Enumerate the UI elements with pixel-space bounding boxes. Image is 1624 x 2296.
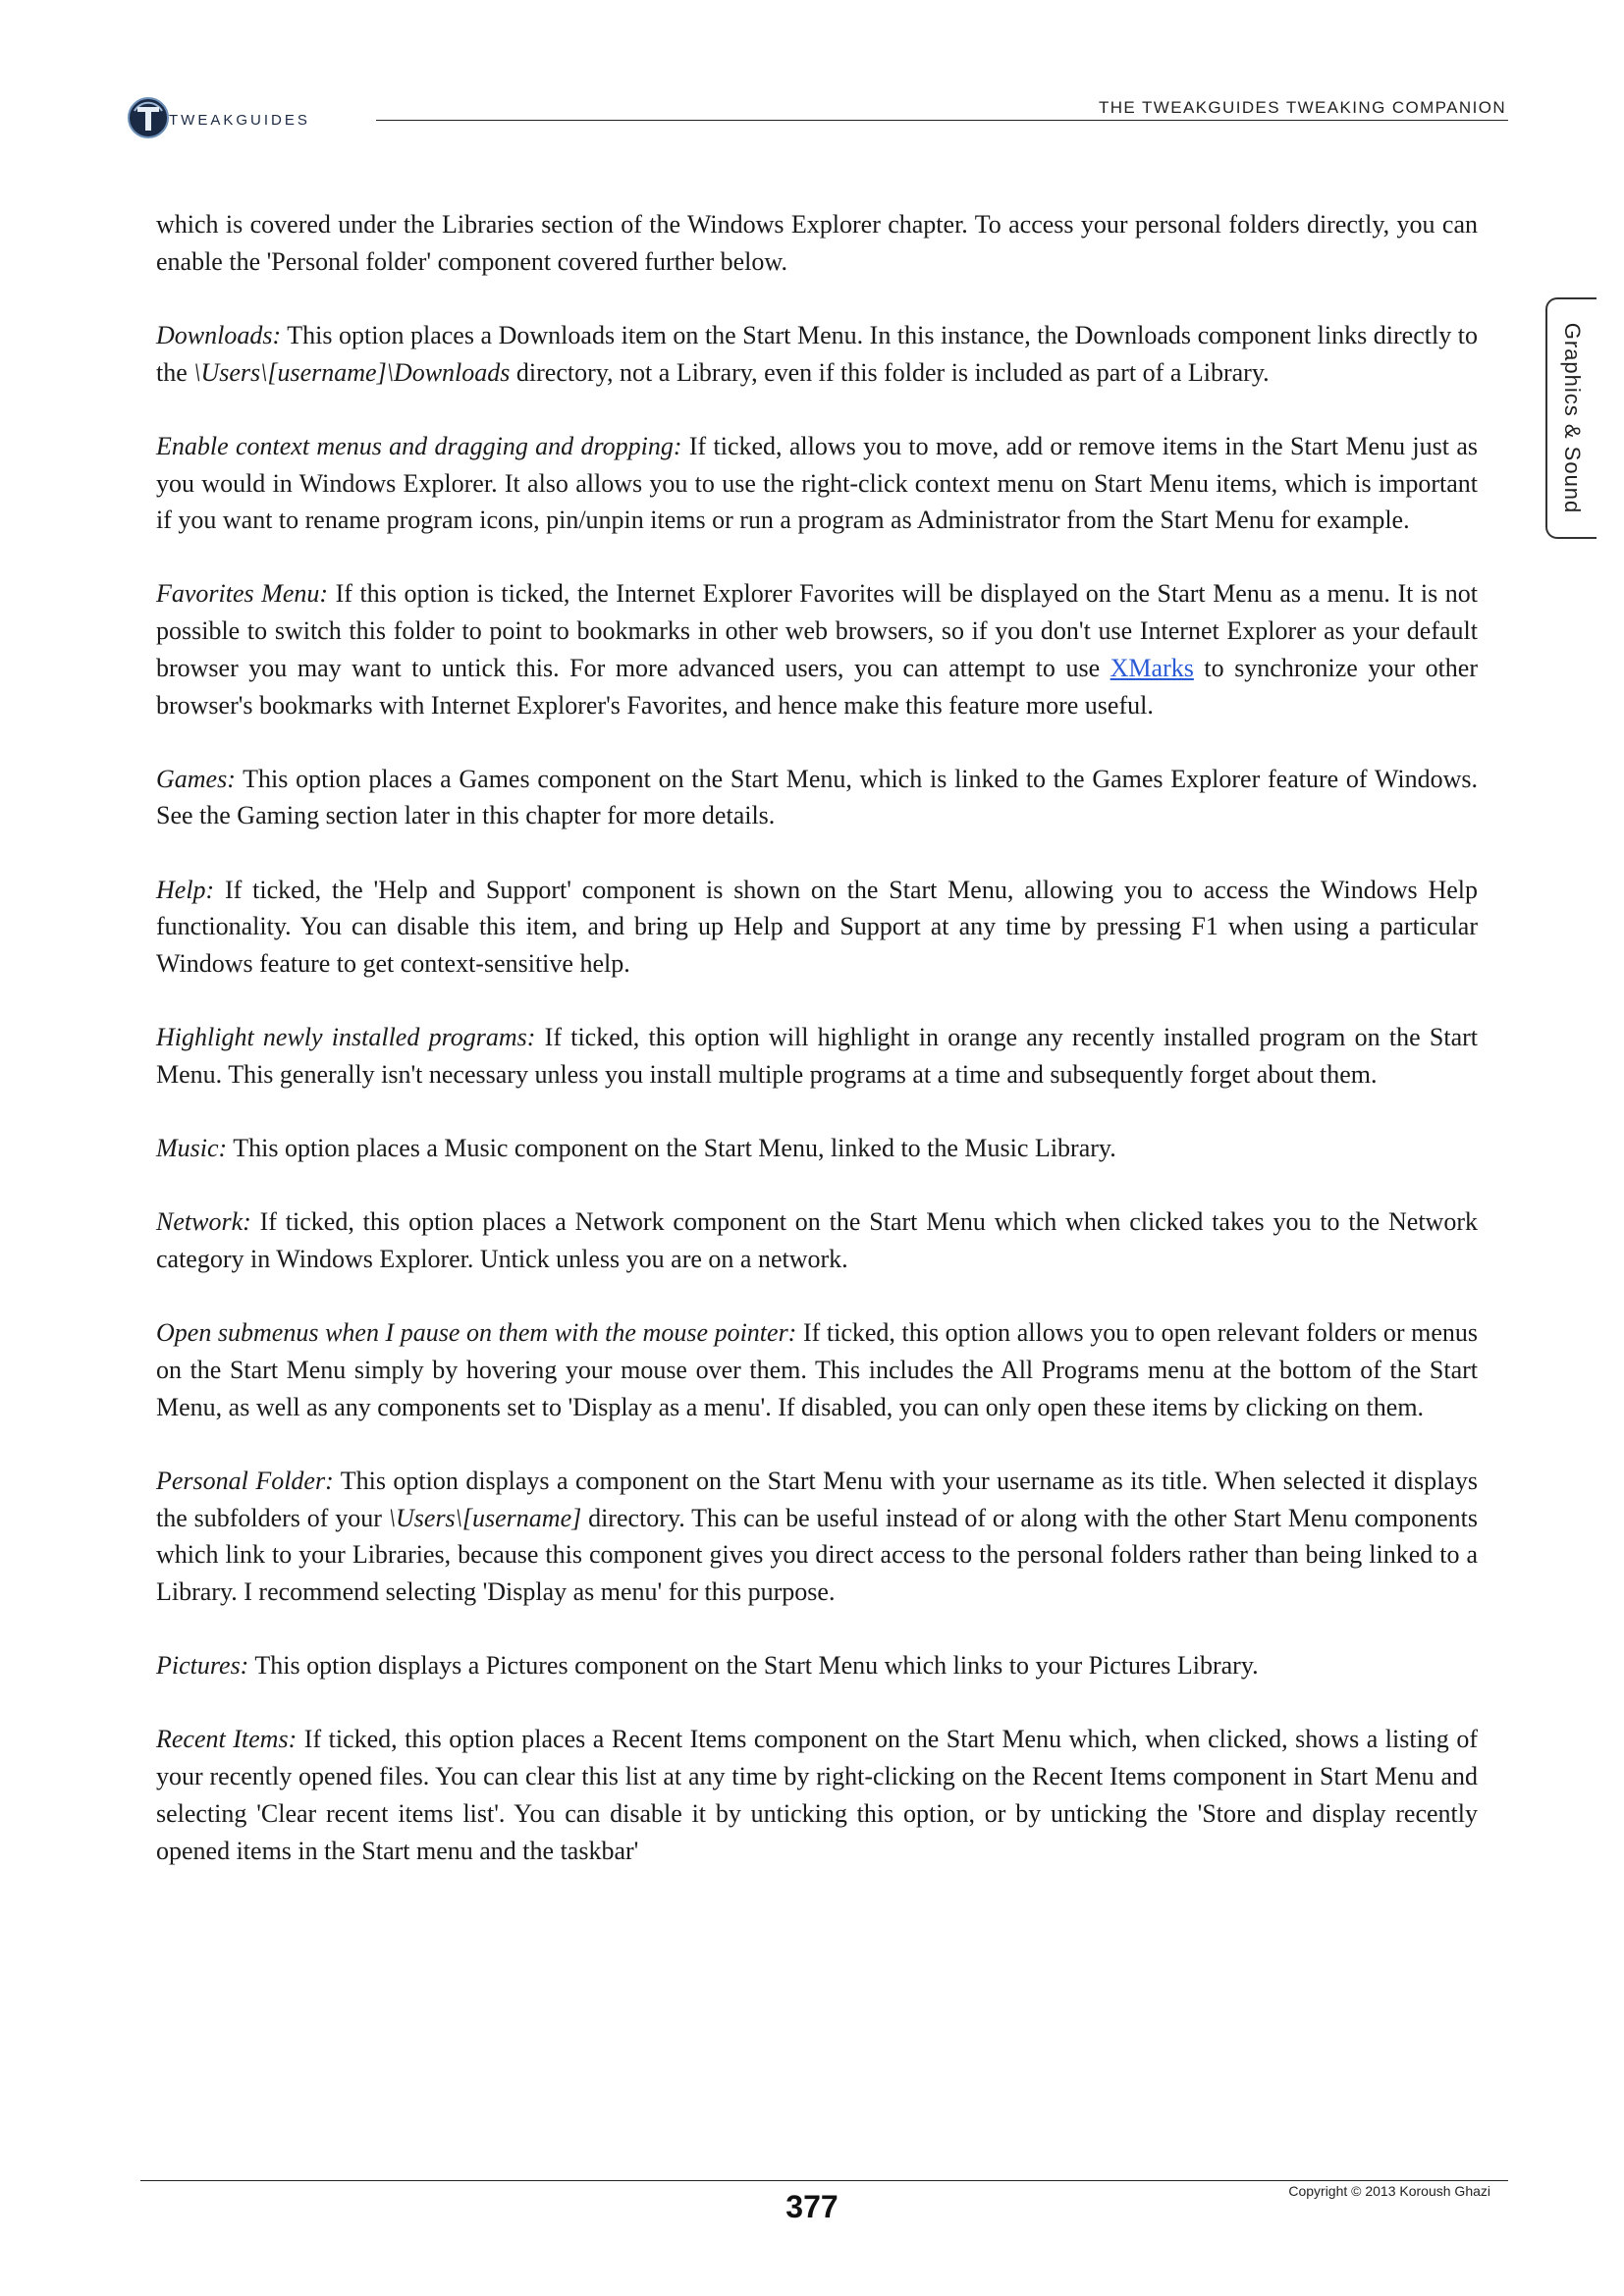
paragraph-text: If this option is ticked, the Internet Explorer Favorites will be displayed on the Start Menu as a menu. It is not possible to switch this folder to point to bookmarks in other web browsers, so if you don't use Internet Explorer as your default browser you may want to untick this. For more advanced users, you can attempt to use — [156, 579, 1478, 682]
paragraph-open-submenus — [156, 1314, 1478, 1425]
option-term: Personal Folder: — [156, 1466, 334, 1495]
paragraph-favorites-menu — [156, 575, 1478, 723]
option-term: Network: — [156, 1207, 251, 1237]
xmarks-link[interactable]: XMarks — [1110, 653, 1194, 682]
paragraph-text: If ticked, this option will highlight in orange any recently installed program on the Start Menu. This generally isn't necessary unless you install multiple programs at a time and subsequently forget about them. — [156, 1023, 1478, 1089]
paragraph-text: This option displays a Pictures component on the Start Menu which links to your Pictures Library. — [248, 1651, 1259, 1681]
option-term: Pictures: — [156, 1651, 249, 1681]
paragraph-context-menus — [156, 428, 1478, 539]
paragraph-text: directory, not a Library, even if this folder is included as part of a Library. — [510, 357, 1270, 387]
paragraph-text: directory. This can be useful instead of or along with the other Start Menu components which link to your Libraries, because this component gives you direct access to the personal folders rather than being linked to a Library. I recommend selecting 'Display as menu' for this purpose. — [156, 1503, 1478, 1606]
paragraph-libraries-continued — [156, 206, 1478, 280]
paragraph-text: If ticked, this option allows you to open relevant folders or menus on the Start Menu simply by hovering your mouse over them. This includes the All Programs menu at the bottom of the Start Menu, as well as any components set to 'Display as a menu'. If disabled, you can only open these items by clicking on them. — [156, 1318, 1479, 1421]
copyright-notice: Copyright © 2013 Koroush Ghazi — [1288, 2183, 1490, 2199]
footer-rule — [140, 2180, 1508, 2181]
paragraph-recent-items — [156, 1721, 1478, 1869]
paragraph-network — [156, 1203, 1478, 1277]
side-tab-label: Graphics & Sound — [1560, 322, 1585, 514]
option-term: Recent Items: — [156, 1725, 298, 1754]
page-header — [126, 93, 1508, 142]
header-title: THE TWEAKGUIDES TWEAKING COMPANION — [1098, 98, 1506, 117]
paragraph-text: to synchronize your other browser's bookmarks with Internet Explorer's Favorites, and hence make this feature more useful. — [156, 653, 1478, 720]
section-side-tab — [1545, 297, 1597, 539]
option-term: Highlight newly installed programs: — [156, 1023, 536, 1052]
paragraph-downloads — [156, 317, 1478, 391]
paragraph-music — [156, 1130, 1478, 1167]
paragraph-text: If ticked, this option places a Network component on the Start Menu which when clicked takes you to the Network category in Windows Explorer. Untick unless you are on a network. — [156, 1207, 1478, 1274]
option-term: Downloads: — [156, 320, 282, 349]
paragraph-text: This option places a Games component on the Start Menu, which is linked to the Games Explorer feature of Windows. See the Gaming section later in this chapter for more details. — [156, 764, 1478, 830]
paragraph-personal-folder — [156, 1463, 1478, 1611]
option-term: Games: — [156, 764, 236, 793]
directory-path: \Users\[username] — [388, 1503, 582, 1532]
tweakguides-logo — [126, 93, 381, 142]
option-term: Music: — [156, 1134, 228, 1163]
paragraph-text: which is covered under the Libraries section of the Windows Explorer chapter. To access your personal folders directly, you can enable the 'Personal folder' component covered further below. — [156, 210, 1478, 276]
option-term: Help: — [156, 875, 215, 904]
page-content — [156, 206, 1478, 1906]
paragraph-text: If ticked, allows you to move, add or remove items in the Start Menu just as you would in Windows Explorer. It also allows you to use the right-click context menu on Start Menu items, which is important if you want to rename program icons, pin/unpin items or run a program as Administrator from the Start Menu for example. — [156, 431, 1478, 535]
option-term: Open submenus when I pause on them with the mouse pointer: — [156, 1318, 797, 1348]
page-number: 377 — [785, 2189, 839, 2224]
option-term: Enable context menus and dragging and dropping: — [156, 431, 682, 460]
paragraph-text: If ticked, the 'Help and Support' component is shown on the Start Menu, allowing you to access the Windows Help functionality. You can disable this item, and bring up Help and Support at any time by pressing F1 when using a particular Windows feature to get context-sensitive help. — [156, 875, 1478, 979]
paragraph-text: This option places a Downloads item on the Start Menu. In this instance, the Downloads component links directly to the — [156, 320, 1478, 387]
paragraph-text: If ticked, this option places a Recent Items component on the Start Menu which, when clicked, shows a listing of your recently opened files. You can clear this list at any time by right-clicking on the Recent Items component in Start Menu and selecting 'Clear recent items list'. You can disable it by unticking this option, or by unticking the 'Store and display recently opened items in the Start menu and the taskbar' — [156, 1725, 1479, 1865]
header-rule — [376, 120, 1508, 121]
paragraph-help — [156, 872, 1478, 983]
paragraph-pictures — [156, 1647, 1478, 1684]
directory-path: \Users\[username]\Downloads — [193, 357, 511, 387]
paragraph-highlight-programs — [156, 1019, 1478, 1093]
logo-text: TWEAKGUIDES — [169, 112, 310, 129]
paragraph-text: This option displays a component on the Start Menu with your username as its title. When selected it displays the subfolders of your — [156, 1466, 1479, 1532]
paragraph-games — [156, 761, 1478, 834]
paragraph-text: This option places a Music component on the Start Menu, linked to the Music Library. — [227, 1134, 1116, 1163]
option-term: Favorites Menu: — [156, 579, 329, 609]
